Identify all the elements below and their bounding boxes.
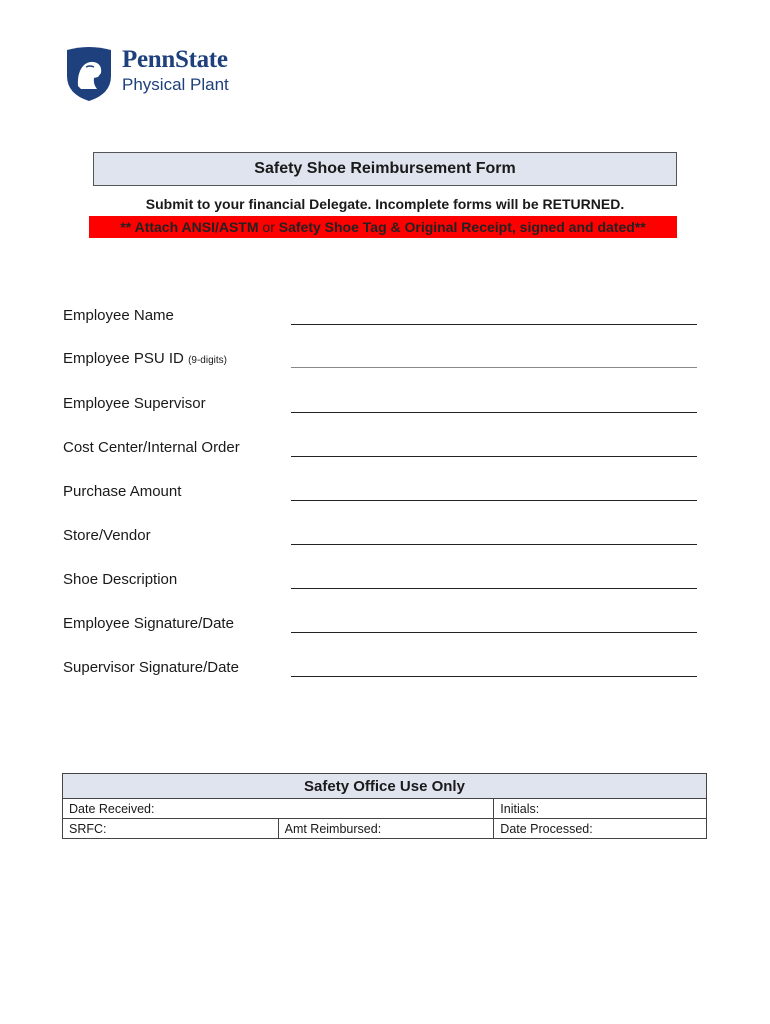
date-processed-cell[interactable]: Date Processed: (494, 819, 707, 839)
submit-note: Submit to your financial Delegate. Incomplete forms will be RETURNED. (145, 196, 625, 212)
employee-name-field (63, 307, 697, 331)
field-label: Employee Name (63, 307, 174, 324)
field-label: Shoe Description (63, 571, 178, 588)
shoe-description-field (63, 571, 697, 595)
attach-note-part3: Safety Shoe Tag & Original Receipt, signed and dated** (278, 219, 646, 235)
pennstate-logo (64, 46, 254, 106)
purchase-amount-input-line[interactable] (291, 500, 697, 501)
safety-office-table (62, 773, 707, 839)
shoe-description-input-line[interactable] (291, 588, 697, 589)
store-vendor-input-line[interactable] (291, 544, 697, 545)
initials-cell[interactable]: Initials: (494, 799, 707, 819)
attach-note-part1: ** Attach ANSI/ASTM (120, 219, 259, 235)
office-heading: Safety Office Use Only (63, 774, 707, 799)
field-label: Employee Signature/Date (63, 615, 234, 632)
form-title: Safety Shoe Reimbursement Form (93, 152, 677, 186)
nittany-lion-shield-icon (64, 46, 114, 102)
employee-supervisor-field (63, 395, 697, 419)
field-label: Employee Supervisor (63, 395, 206, 412)
supervisor-signature-field (63, 659, 697, 683)
field-label: Cost Center/Internal Order (63, 439, 240, 456)
field-label: Employee PSU ID (9-digits) (63, 350, 227, 367)
employee-name-input-line[interactable] (291, 324, 697, 325)
store-vendor-field (63, 527, 697, 551)
field-label: Purchase Amount (63, 483, 182, 500)
field-note: (9-digits) (188, 355, 227, 366)
cost-center-field (63, 439, 697, 463)
amt-reimbursed-cell[interactable]: Amt Reimbursed: (278, 819, 494, 839)
employee-psu-id-field (63, 350, 697, 374)
brand-name: PennState (122, 46, 228, 73)
employee-psu-id-input-line[interactable] (291, 367, 697, 368)
field-label: Supervisor Signature/Date (63, 659, 239, 676)
field-label: Store/Vendor (63, 527, 151, 544)
srfc-cell[interactable]: SRFC: (63, 819, 279, 839)
date-received-cell[interactable]: Date Received: (63, 799, 494, 819)
purchase-amount-field (63, 483, 697, 507)
employee-signature-field (63, 615, 697, 639)
supervisor-signature-input-line[interactable] (291, 676, 697, 677)
employee-signature-input-line[interactable] (291, 632, 697, 633)
cost-center-input-line[interactable] (291, 456, 697, 457)
brand-unit: Physical Plant (122, 75, 229, 94)
employee-supervisor-input-line[interactable] (291, 412, 697, 413)
attach-notice-banner (89, 216, 677, 238)
attach-note-part2: or (262, 219, 275, 235)
